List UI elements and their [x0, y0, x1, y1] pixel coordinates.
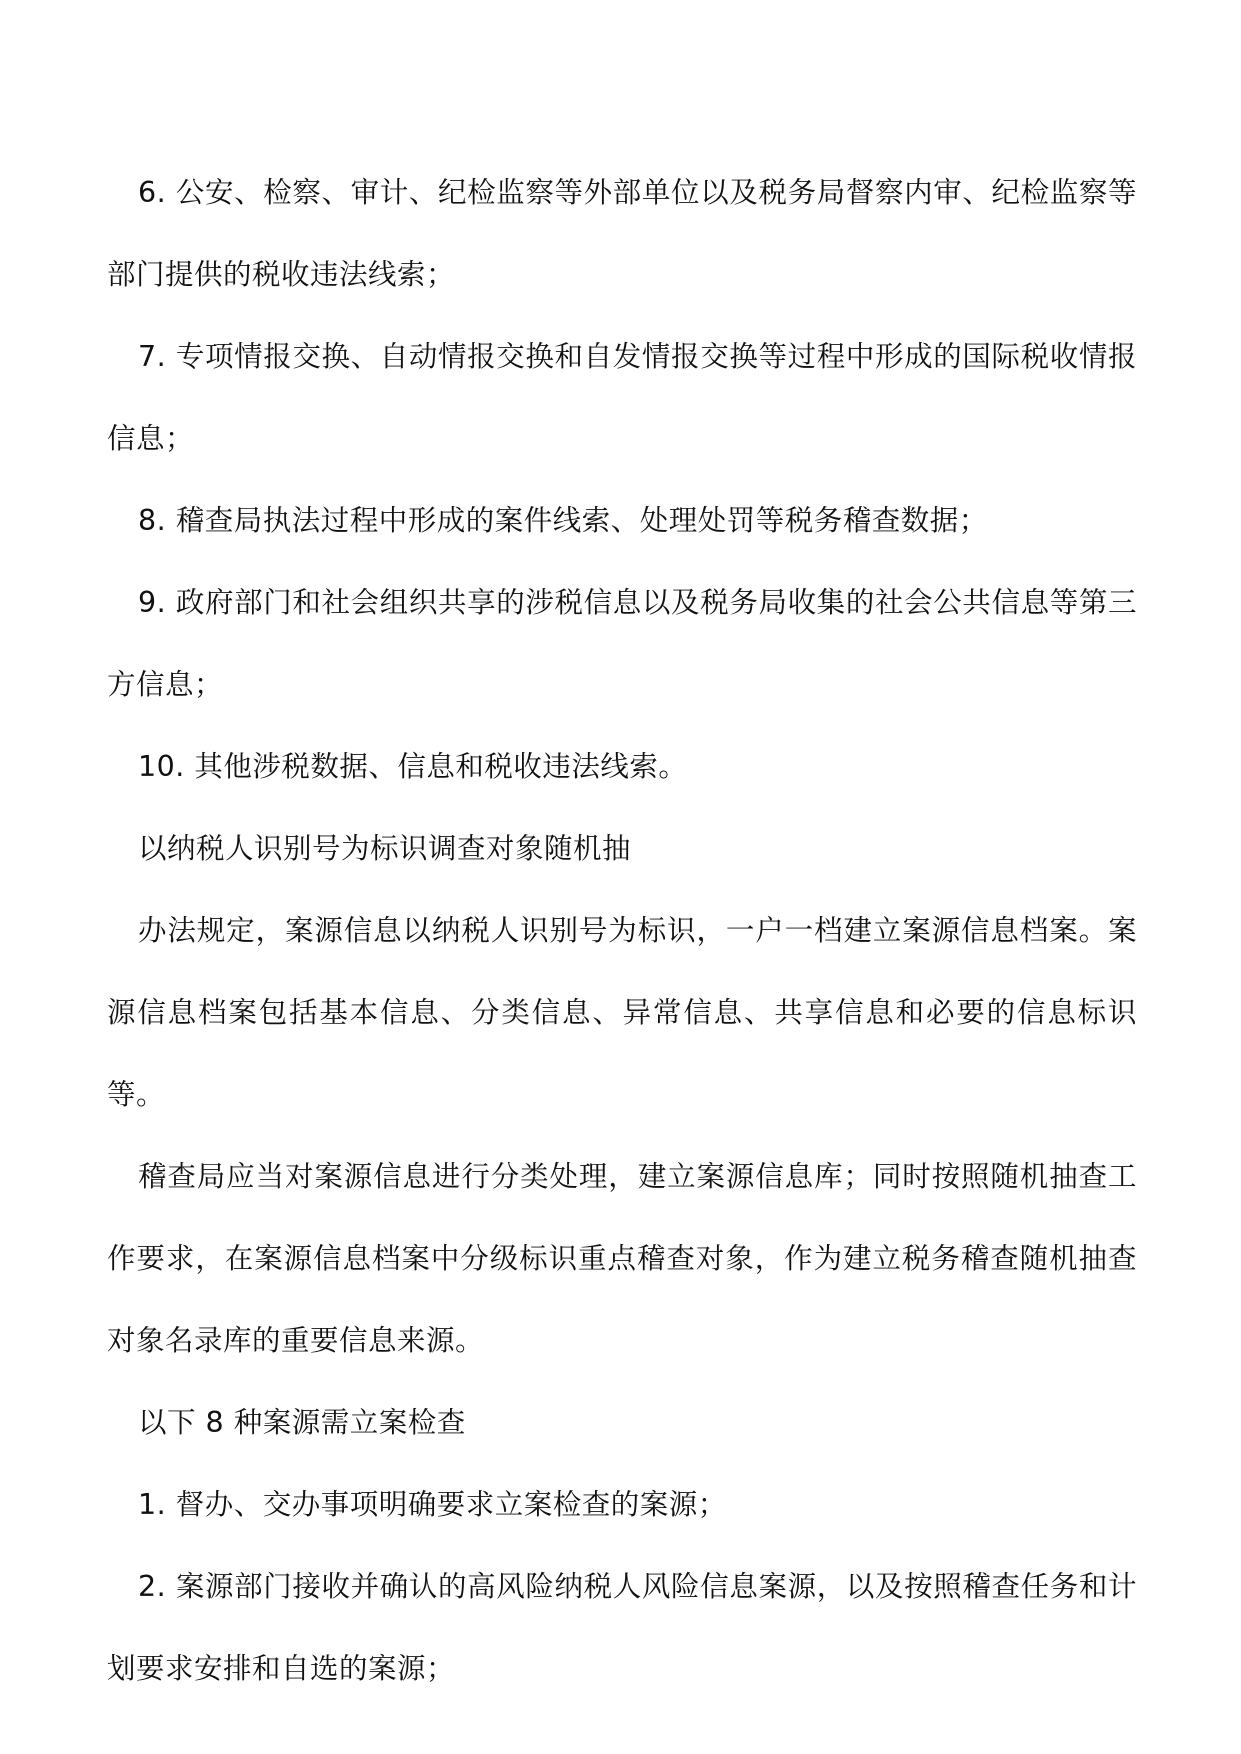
section-heading-random-selection: 以纳税人识别号为标识调查对象随机抽: [138, 832, 632, 865]
paragraph-case-source-library: 稽查局应当对案源信息进行分类处理，建立案源信息库；同时按照随机抽查工作要求，在案源信息档案中分级标识重点稽查对象，作为建立税务稽查随机抽查对象名录库的重要信息来源。: [107, 1160, 1137, 1357]
paragraph-case-item-1: 1. 督办、交办事项明确要求立案检查的案源；: [138, 1488, 727, 1521]
paragraph-item-8: 8. 稽查局执法过程中形成的案件线索、处理处罚等税务稽查数据；: [138, 504, 988, 537]
paragraph-case-source-archive: 办法规定，案源信息以纳税人识别号为标识，一户一档建立案源信息档案。案源信息档案包括基本信息、分类信息、异常信息、共享信息和必要的信息标识等。: [107, 914, 1137, 1111]
paragraph-item-10: 10. 其他涉税数据、信息和税收违法线索。: [138, 750, 688, 783]
section-heading-eight-case-sources: 以下 8 种案源需立案检查: [138, 1406, 466, 1439]
document-body: [107, 152, 1137, 1710]
paragraph-item-9: 9. 政府部门和社会组织共享的涉税信息以及税务局收集的社会公共信息等第三方信息；: [107, 586, 1137, 701]
paragraph-case-item-2: 2. 案源部门接收并确认的高风险纳税人风险信息案源，以及按照稽查任务和计划要求安排和自选的案源；: [107, 1570, 1137, 1685]
paragraph-item-6: 6. 公安、检察、审计、纪检监察等外部单位以及税务局督察内审、纪检监察等部门提供的税收违法线索；: [107, 176, 1137, 291]
paragraph-item-7: 7. 专项情报交换、自动情报交换和自发情报交换等过程中形成的国际税收情报信息；: [107, 340, 1137, 455]
